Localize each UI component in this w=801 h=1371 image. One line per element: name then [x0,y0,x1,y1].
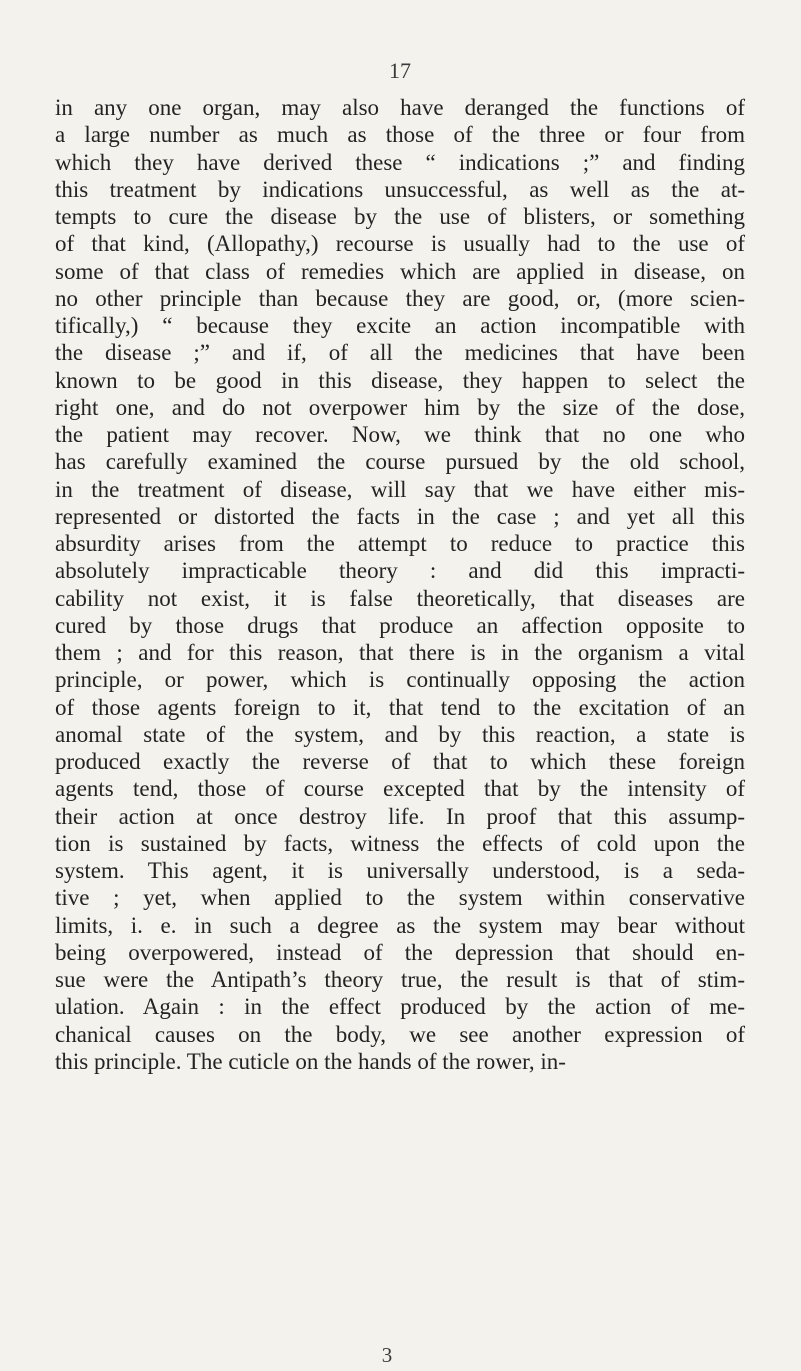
text-line: produced exactly the reverse of that to which these foreign [55,749,745,774]
text-line: in the treatment of disease, will say that we have either mis- [55,476,745,502]
text-line: in any one organ, may also have deranged the functions of [55,95,745,120]
text-line: absolutely impracticable theory : and did this impracti- [55,558,745,584]
text-line: of that kind, (Allopathy,) recourse is usually had to the use of [55,231,745,257]
text-line: a large number as much as those of the three or four from [55,122,745,148]
text-line: this treatment by indications unsuccessful, as well as the at- [55,176,745,202]
text-line: sue were the Antipath’s theory true, the result is that of stim- [55,967,745,992]
text-line: some of that class of remedies which are applied in disease, on [55,258,745,284]
text-line: known to be good in this disease, they happen to select the [55,367,745,393]
text-line: tion is sustained by facts, witness the effects of cold upon the [55,830,745,856]
text-line: tifically,) “ because they excite an action incompatible with [55,313,745,338]
text-line: the disease ;” and if, of all the medicines that have been [55,340,745,366]
text-line: the patient may recover. Now, we think that no one who [55,422,745,447]
text-line: of those agents foreign to it, that tend to the excitation of an [55,694,745,720]
text-line: this principle. The cuticle on the hands of the rower, in- [55,1048,566,1074]
text-line: right one, and do not overpower him by the size of the dose, [55,394,745,420]
body-text [55,94,745,1075]
text-line: limits, i. e. in such a degree as the system may bear without [55,912,745,938]
page-number: 17 [389,58,411,83]
text-line: cability not exist, it is false theoretically, that diseases are [55,585,745,611]
text-line: no other principle than because they are good, or, (more scien- [55,285,745,311]
text-line: agents tend, those of course excepted that by the intensity of [55,776,745,802]
signature-mark: 3 [381,1343,393,1367]
text-line: system. This agent, it is universally understood, is a seda- [55,858,745,883]
text-line: their action at once destroy life. In proof that this assump- [55,803,745,829]
text-line: them ; and for this reason, that there is in the organism a vital [55,640,745,665]
text-line: anomal state of the system, and by this reaction, a state is [55,721,745,747]
text-line: tive ; yet, when applied to the system within conservative [55,885,745,911]
text-line: tempts to cure the disease by the use of blisters, or something [55,204,745,229]
text-line: has carefully examined the course pursued by the old school, [55,449,745,475]
text-line: being overpowered, instead of the depression that should en- [55,939,745,965]
text-line: ulation. Again : in the effect produced by the action of me- [55,994,745,1020]
text-line: principle, or power, which is continually opposing the action [55,667,745,693]
text-line: absurdity arises from the attempt to reduce to practice this [55,531,745,556]
text-line: which they have derived these “ indications ;” and finding [55,149,745,175]
text-line: chanical causes on the body, we see another expression of [55,1021,745,1047]
text-line: represented or distorted the facts in the case ; and yet all this [55,503,745,529]
text-line: cured by those drugs that produce an affection opposite to [55,612,745,638]
